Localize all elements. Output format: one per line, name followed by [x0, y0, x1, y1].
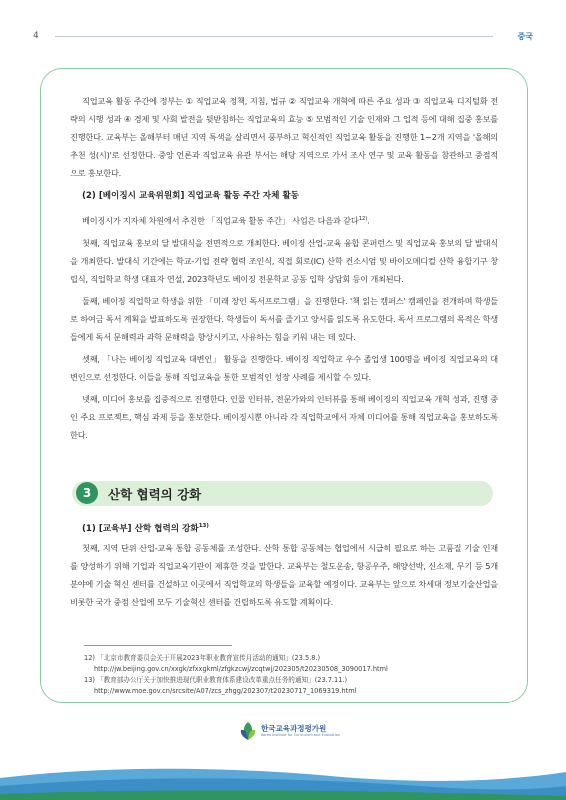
page-number: 4 [33, 31, 39, 41]
paragraph-intro: 직업교육 활동 주간에 정부는 ① 직업교육 정책, 지침, 법규 ② 직업교육 개혁에 따른 주요 성과 ③ 직업교육 디지털화 전략의 시행 성과 ④ 경제 및 사회 발전을 뒷받침하는 직업교육의 효능 ⑤ 모범적인 기술 인재와 그 업적 등에 대해 집중 홍보를 진행한다. 교육부는 올해부터 매년 지역 특색을 살리면서 풍부하고 혁신적인 직업교육 활동을 진행한 1~2개 지역을 '올해의 추천 성(시)'로 선정한다. 중앙 언론과 직업교육 유관 부서는 해당 지역으로 가서 조사 연구 및 교육 활동을 참관하고 중점적으로 홍보한다. [70, 96, 498, 178]
footnotes [84, 653, 514, 697]
paragraph-second: 둘째, 베이징 직업학교 학생을 위한 「미래 장인 독서프로그램」을 진행한다. '책 읽는 캠퍼스' 캠페인을 전개하며 학생들로 하여금 독서 계획을 발표하도록 권장한다. 학생들이 독서를 즐기고 양서를 읽도록 유도한다. 독서 프로그램의 목적은 학생들에게 독서 문해력과 과학 문해력을 향상시키고, 사유하는 힘을 키워 내는 데 있다. [70, 295, 498, 342]
paragraph-industry: 첫째, 지역 단위 산업-교육 통합 공동체를 조성한다. 산학 통합 공동체는 협업에서 시급히 필요로 하는 고품질 기술 인재를 양성하기 위해 기업과 직업교육기관이 제휴한 것을 말한다. 교육부는 철도운송, 항공우주, 해양선박, 신소재, 무기 등 5개 분야에 기술 혁신 센터를 건설하고 이곳에서 직업학교의 학생들을 교육할 예정이다. 교육부는 앞으로 차세대 정보기술산업을 비롯한 국가 중점 산업에 모두 기술혁신 센터를 건립하도록 유도할 계획이다. [70, 542, 498, 607]
paragraph-third: 셋째, 「나는 베이징 직업교육 대변인」 활동을 진행한다. 베이징 직업학교 우수 졸업생 100명을 베이징 직업교육의 대변인으로 선정한다. 이들을 통해 직업교육을 통한 모범적인 성장 사례를 제시할 수 있다. [70, 353, 498, 382]
beijing-block [70, 188, 498, 444]
footnote-12: 12) 「北京市教育委员会关于开展2023年职业教育宣传月活动的通知」(23.5.8.) [84, 654, 321, 662]
header-section-label: 중국 [517, 32, 533, 41]
industry-block [70, 518, 498, 611]
footnote-rule [84, 645, 232, 646]
intro-block [70, 92, 498, 182]
logo-subtext: Korea Institute for Curriculum and Evaluation [261, 733, 341, 737]
subheading-industry: (1) [교육부] 산학 협력의 강화$^{13)}$ [82, 523, 209, 534]
footnote-12-url[interactable]: http://jw.beijing.gov.cn/xxgk/zfxxgkml/zfgkzcwj/zcqtwj/202305/t20230508_3090017.html [94, 665, 388, 673]
footnote-13-url[interactable]: http://www.moe.gov.cn/srcsite/A07/zcs_zhgg/202307/t20230717_1069319.html [94, 687, 357, 695]
footnote-13: 13) 「教育部办公厅关于加快推进现代职业教育体系建设改革重点任务的通知」(23.7.11.) [84, 676, 348, 684]
section-number-badge: 3 [76, 482, 98, 504]
paragraph-fourth: 넷째, 미디어 홍보를 집중적으로 진행한다. 인물 인터뷰, 전문가와의 인터뷰를 통해 베이징의 직업교육 개혁 성과, 진행 중인 주요 프로젝트, 핵심 과제 등을 홍보한다. 베이징시뿐 아니라 각 직업학교에서 자체 미디어를 통해 직업교육을 홍보하도록 한다. [70, 393, 498, 440]
kice-logo-icon [237, 720, 259, 742]
section-title: 산학 협력의 강화 [108, 487, 202, 502]
subheading-beijing: (2) [베이징시 교육위원회] 직업교육 활동 주간 자체 활동 [82, 191, 299, 201]
bottom-wave-decoration [0, 764, 566, 800]
logo-text: 한국교육과정평가원 [261, 724, 327, 733]
kice-logo [237, 720, 347, 742]
paragraph-beijing-intro: 베이징시가 지자체 차원에서 추진한 「직업교육 활동 주간」 사업은 다음과 같다$^{12)}$. [82, 215, 370, 226]
header-rule [55, 36, 493, 37]
footnote-ref-12: 12) [358, 216, 368, 222]
footnote-ref-13: 13) [198, 523, 209, 529]
paragraph-first: 첫째, 직업교육 홍보의 달 발대식을 전면적으로 개최한다. 베이징 산업-교육 융합 콘퍼런스 및 직업교육 홍보의 달 발대식을 개최한다. 발대식 기간에는 학교-기업 전략 협력 조인식, 직접 회로(IC) 산학 컨소시엄 및 바이오메디컬 산학 융합기구 창립식, 직업학교 학생 대표자 연설, 2023학년도 베이징 전문학교 공동 입학 상담회 등이 개최된다. [70, 237, 498, 284]
